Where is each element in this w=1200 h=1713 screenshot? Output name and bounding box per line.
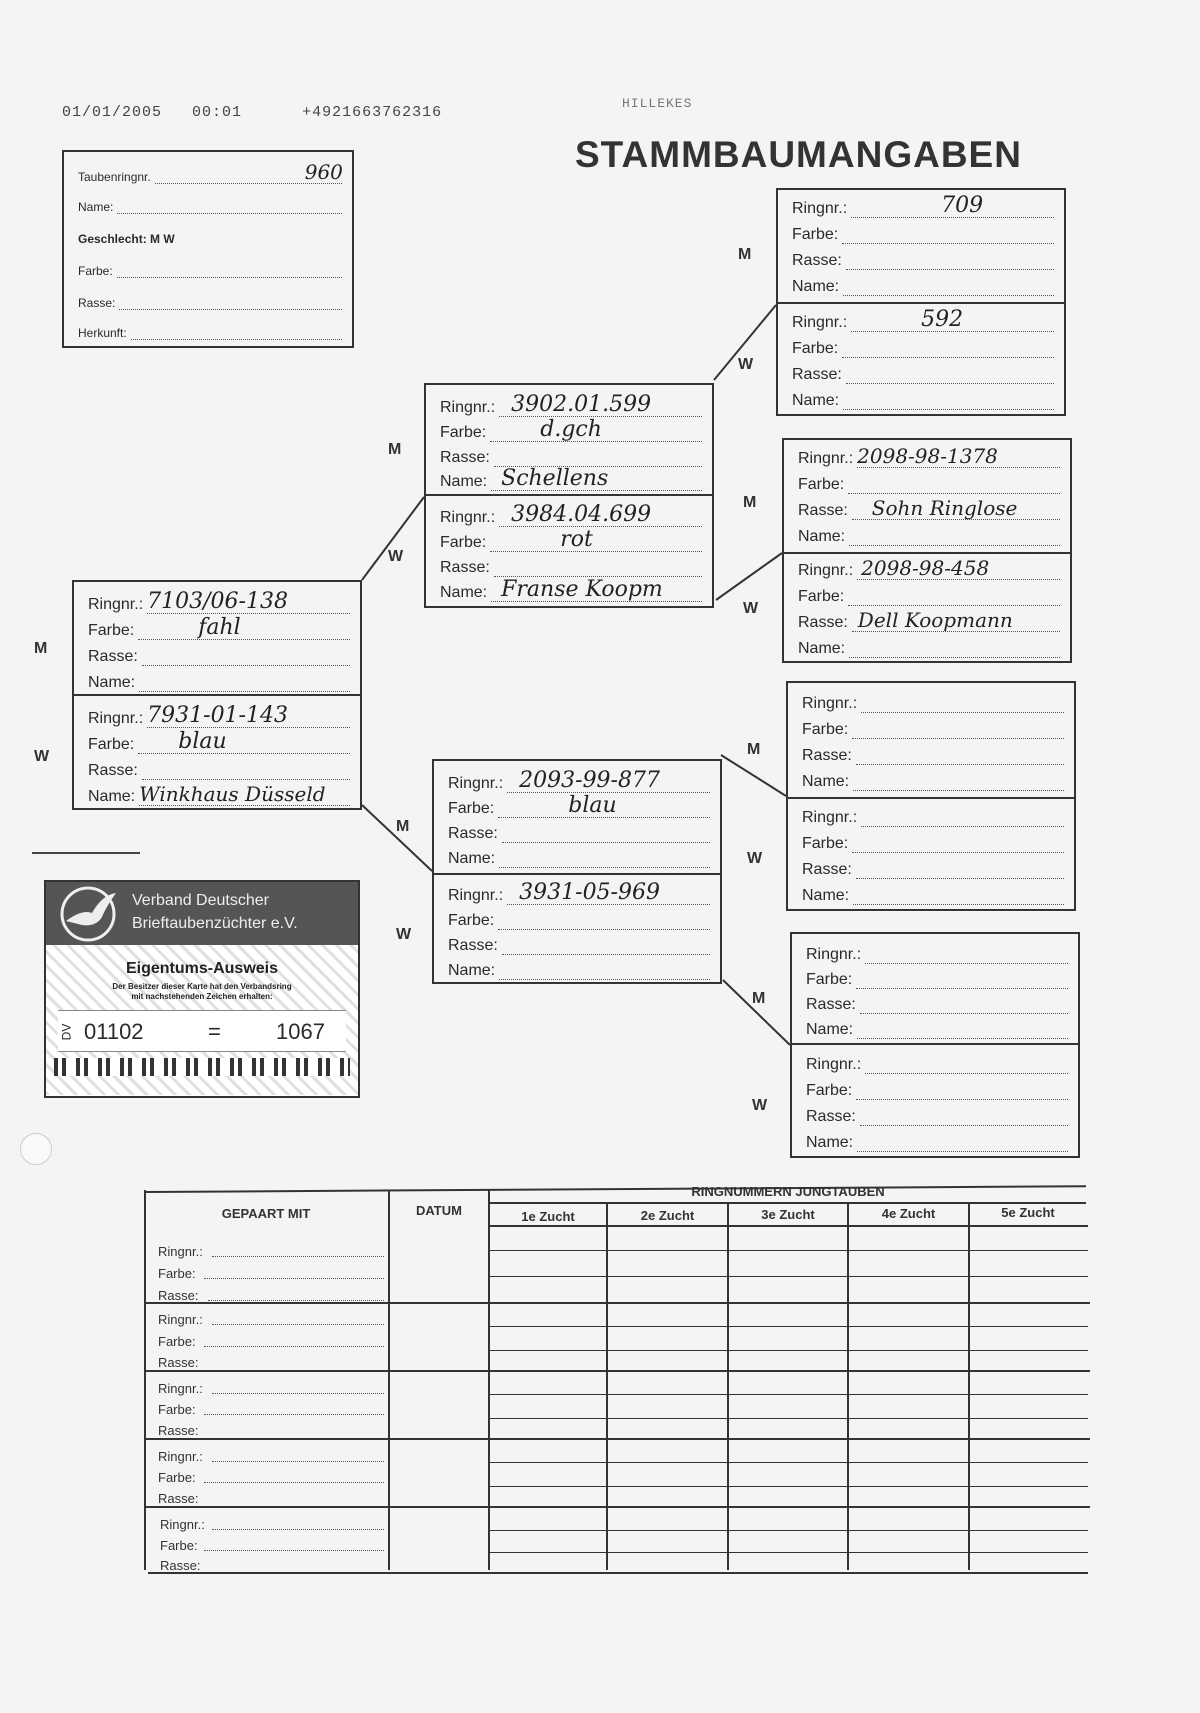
father-rasse-label: Rasse:: [88, 648, 138, 665]
father-farbe-label: Farbe:: [88, 622, 135, 639]
pigeon-ringnr-value: 960: [304, 160, 343, 184]
pigeon-info-box: [62, 150, 354, 348]
col-header-datum: DATUM: [416, 1203, 462, 1218]
row5-farbe-label: Farbe:: [160, 1538, 198, 1553]
mmm-farbe-label: Farbe:: [806, 1082, 853, 1099]
fmm-ringnr-label: Ringnr.:: [798, 562, 854, 579]
col-header-zucht-3: 3e Zucht: [761, 1207, 815, 1222]
fm-farbe-label: Farbe:: [440, 534, 487, 551]
pigeon-sex-label: Geschlecht: M W: [78, 232, 175, 246]
row4-farbe-label: Farbe:: [158, 1470, 196, 1485]
pigeon-name-label: Name:: [78, 200, 114, 214]
fmf-ringnr-value: 2098-98-1378: [857, 444, 998, 468]
card-org-line1: Verband Deutscher: [132, 892, 269, 909]
sex-m-parent: M: [34, 640, 48, 657]
mm-farbe-label: Farbe:: [448, 912, 495, 929]
great-grandparents-box-3: [786, 681, 1076, 911]
col-header-zucht-4: 4e Zucht: [881, 1206, 936, 1221]
sex-w-gp1: W: [388, 548, 404, 565]
row2-rasse-label: Rasse:: [158, 1355, 199, 1370]
dove-logo-icon: [54, 885, 124, 943]
father-farbe-value: fahl: [198, 615, 241, 640]
fmm-farbe-label: Farbe:: [798, 588, 845, 605]
mfm-ringnr-label: Ringnr.:: [802, 809, 858, 826]
mmf-name-label: Name:: [806, 1021, 854, 1038]
mm-name-label: Name:: [448, 962, 496, 979]
fmm-ringnr-value: 2098-98-458: [861, 556, 990, 580]
fmm-rasse-label: Rasse:: [798, 614, 848, 631]
ffm-name-label: Name:: [792, 392, 840, 409]
fm-farbe-value: rot: [560, 527, 593, 552]
mff-name-label: Name:: [802, 773, 850, 790]
pigeon-farbe-label: Farbe:: [78, 264, 113, 278]
page-title: STAMMBAUMANGABEN: [575, 134, 1022, 175]
card-number-field: [58, 1010, 346, 1052]
card-separator: =: [208, 1019, 221, 1044]
mother-farbe-label: Farbe:: [88, 736, 135, 753]
sex-m-ggp4: M: [752, 990, 766, 1007]
mf-ringnr-value: 2093-99-877: [519, 768, 660, 793]
row2-farbe-label: Farbe:: [158, 1334, 196, 1349]
ff-rasse-label: Rasse:: [440, 449, 490, 466]
mf-farbe-value: blau: [568, 793, 617, 818]
row4-ringnr-label: Ringnr.:: [158, 1449, 203, 1464]
ff-ringnr-value: 3902.01.599: [511, 392, 652, 417]
fff-rasse-label: Rasse:: [792, 252, 842, 269]
card-bottom-pattern: [54, 1058, 350, 1076]
father-ringnr-value: 7103/06-138: [147, 589, 288, 614]
parents-box: [72, 580, 362, 810]
col-header-zucht-2: 2e Zucht: [640, 1208, 695, 1223]
mmf-farbe-label: Farbe:: [806, 971, 853, 988]
sex-m-ggp3: M: [747, 741, 761, 758]
mmm-ringnr-label: Ringnr.:: [806, 1056, 862, 1073]
great-grandparents-box-4: [790, 932, 1080, 1158]
ff-farbe-label: Farbe:: [440, 424, 487, 441]
row2-ringnr-label: Ringnr.:: [158, 1312, 203, 1327]
ff-ringnr-label: Ringnr.:: [440, 399, 496, 416]
fff-ringnr-label: Ringnr.:: [792, 200, 848, 217]
sex-w-ggp3: W: [747, 850, 763, 867]
fax-date: 01/01/2005: [62, 104, 163, 121]
fm-ringnr-value: 3984.04.699: [511, 502, 652, 527]
sex-w-ggp1: W: [738, 356, 754, 373]
pigeon-herkunft-label: Herkunft:: [78, 326, 127, 340]
fff-farbe-label: Farbe:: [792, 226, 839, 243]
fax-phone: +4921663762316: [302, 104, 443, 121]
ffm-farbe-label: Farbe:: [792, 340, 839, 357]
mmm-name-label: Name:: [806, 1134, 854, 1151]
card-number: 01102: [84, 1019, 144, 1044]
fm-ringnr-label: Ringnr.:: [440, 509, 496, 526]
mff-farbe-label: Farbe:: [802, 721, 849, 738]
fmf-rasse-label: Rasse:: [798, 502, 848, 519]
ff-name-value: Schellens: [501, 466, 609, 491]
sex-m-gp1: M: [388, 441, 402, 458]
card-dv-label: DV: [59, 1023, 74, 1041]
row1-ringnr-label: Ringnr.:: [158, 1244, 203, 1259]
mf-ringnr-label: Ringnr.:: [448, 775, 504, 792]
mmm-rasse-label: Rasse:: [806, 1108, 856, 1125]
great-grandparents-box-1: [776, 188, 1066, 416]
great-grandparents-box-2: [782, 438, 1072, 663]
mmf-rasse-label: Rasse:: [806, 996, 856, 1013]
ff-farbe-value: d.gch: [540, 417, 602, 442]
mf-name-label: Name:: [448, 850, 496, 867]
stray-line-1: [32, 852, 140, 854]
sex-w-gp2: W: [396, 926, 412, 943]
row1-rasse-label: Rasse:: [158, 1288, 199, 1303]
card-text-line2: mit nachstehenden Zeichen erhalten:: [131, 992, 273, 1001]
fff-name-label: Name:: [792, 278, 840, 295]
membership-card: [44, 880, 360, 1098]
mff-ringnr-label: Ringnr.:: [802, 695, 858, 712]
fm-name-value: Franse Koopm: [501, 577, 663, 602]
ffm-ringnr-label: Ringnr.:: [792, 314, 848, 331]
card-header: [46, 882, 358, 945]
mm-ringnr-value: 3931-05-969: [519, 880, 660, 905]
row5-rasse-label: Rasse:: [160, 1558, 201, 1573]
fmm-name-label: Name:: [798, 640, 846, 657]
fmf-name-label: Name:: [798, 528, 846, 545]
fff-ringnr-value: 709: [941, 193, 984, 218]
row3-rasse-label: Rasse:: [158, 1423, 199, 1438]
mother-name-label: Name:: [88, 788, 136, 805]
row4-rasse-label: Rasse:: [158, 1491, 199, 1506]
pigeon-rasse-label: Rasse:: [78, 296, 116, 310]
card-text-line1: Der Besitzer dieser Karte hat den Verbandsring: [112, 982, 292, 991]
card-heading: Eigentums-Ausweis: [125, 960, 279, 977]
fax-sender: HILLEKES: [622, 96, 693, 111]
ffm-ringnr-value: 592: [921, 307, 964, 332]
mm-rasse-label: Rasse:: [448, 937, 498, 954]
row3-farbe-label: Farbe:: [158, 1402, 196, 1417]
fm-rasse-label: Rasse:: [440, 559, 490, 576]
mother-ringnr-value: 7931-01-143: [147, 703, 288, 728]
fax-header: [62, 104, 442, 121]
mmf-ringnr-label: Ringnr.:: [806, 946, 862, 963]
col-header-gepaart: GEPAART MIT: [221, 1206, 311, 1221]
mff-rasse-label: Rasse:: [802, 747, 852, 764]
mother-name-value: Winkhaus Düsseld: [139, 782, 326, 806]
fmm-rasse-value: Dell Koopmann: [857, 608, 1013, 632]
grandparents-mother-box: [432, 759, 722, 984]
mm-ringnr-label: Ringnr.:: [448, 887, 504, 904]
father-name-label: Name:: [88, 674, 136, 691]
col-header-zucht-5: 5e Zucht: [1001, 1205, 1055, 1220]
sex-w-parent: W: [34, 748, 50, 765]
fm-name-label: Name:: [440, 584, 488, 601]
fmf-ringnr-label: Ringnr.:: [798, 450, 854, 467]
sex-m-ggp1: M: [738, 246, 752, 263]
fmf-rasse-value: Sohn Ringlose: [871, 496, 1018, 520]
row3-ringnr-label: Ringnr.:: [158, 1381, 203, 1396]
col-header-zucht-1: 1e Zucht: [521, 1209, 575, 1224]
mother-farbe-value: blau: [178, 729, 227, 754]
sex-m-gp2: M: [396, 818, 410, 835]
row1-farbe-label: Farbe:: [158, 1266, 196, 1281]
fax-time: 00:01: [192, 104, 243, 121]
card-org-line2: Brieftaubenzüchter e.V.: [132, 915, 298, 932]
grandparents-father-box: [424, 383, 714, 608]
mf-farbe-label: Farbe:: [448, 800, 495, 817]
row5-ringnr-label: Ringnr.:: [160, 1517, 205, 1532]
father-ringnr-label: Ringnr.:: [88, 596, 144, 613]
mother-ringnr-label: Ringnr.:: [88, 710, 144, 727]
mfm-farbe-label: Farbe:: [802, 835, 849, 852]
fmf-farbe-label: Farbe:: [798, 476, 845, 493]
card-member-number: 1067: [276, 1019, 325, 1044]
punch-hole: [20, 1133, 52, 1165]
col-header-jungtauben: RINGNUMMERN JUNGTAUBEN: [691, 1184, 885, 1199]
mf-rasse-label: Rasse:: [448, 825, 498, 842]
mfm-name-label: Name:: [802, 887, 850, 904]
mfm-rasse-label: Rasse:: [802, 861, 852, 878]
ff-name-label: Name:: [440, 473, 488, 490]
sex-w-ggp4: W: [752, 1097, 768, 1114]
sex-w-ggp2: W: [743, 600, 759, 617]
pigeon-ringnr-label: Taubenringnr.: [78, 170, 151, 184]
sex-m-ggp2: M: [743, 494, 757, 511]
mother-rasse-label: Rasse:: [88, 762, 138, 779]
ffm-rasse-label: Rasse:: [792, 366, 842, 383]
